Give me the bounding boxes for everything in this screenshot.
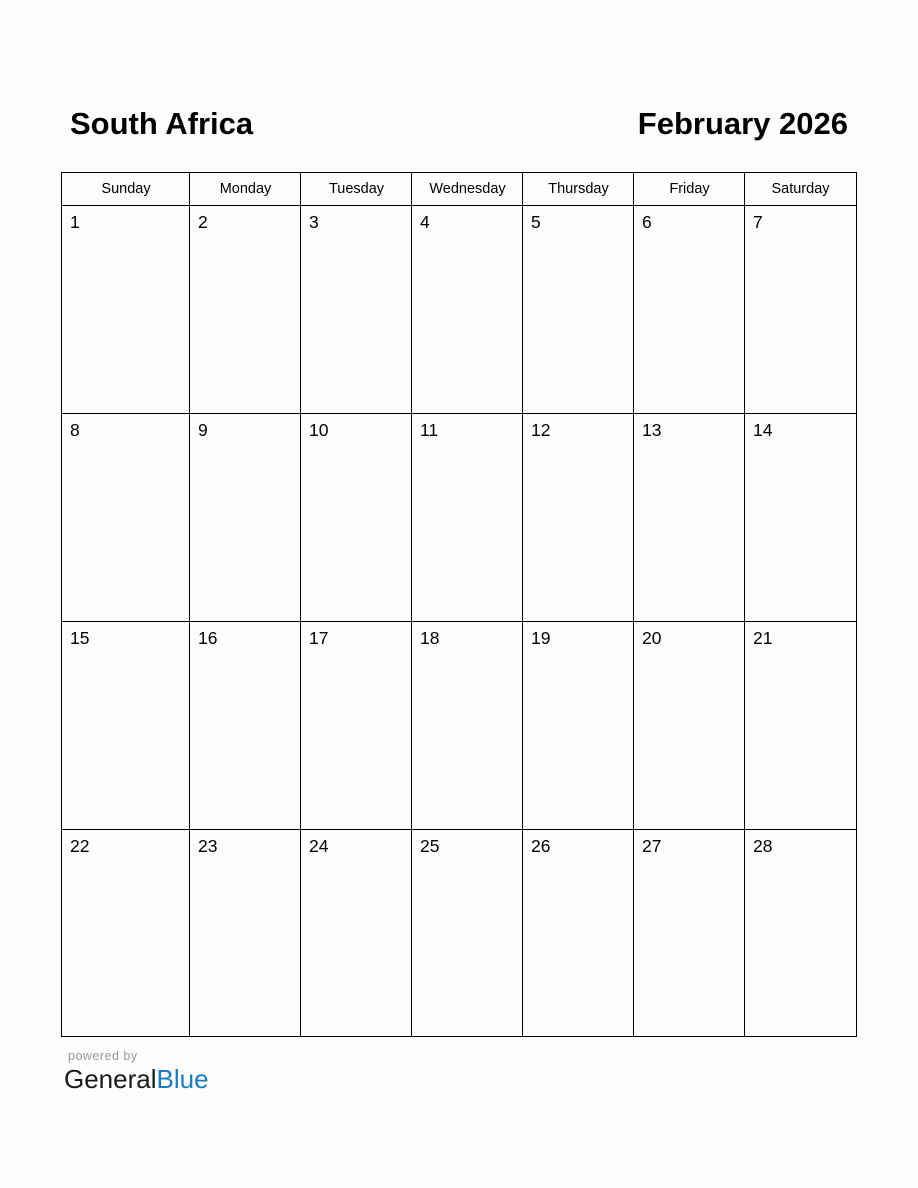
weekday-header-tuesday: Tuesday: [328, 181, 385, 197]
date-number: 2: [198, 212, 208, 232]
day-cell[interactable]: [745, 830, 856, 1036]
date-number: 12: [531, 420, 551, 440]
logo-text-general: General: [64, 1064, 157, 1094]
day-cell[interactable]: [523, 622, 634, 829]
day-cell[interactable]: [190, 206, 301, 413]
weekday-header-sunday: Sunday: [101, 181, 151, 197]
day-cell[interactable]: [62, 206, 190, 413]
day-cell[interactable]: [301, 414, 412, 621]
day-cell[interactable]: [412, 206, 523, 413]
date-number: 24: [309, 836, 329, 856]
date-number: 1: [70, 212, 80, 232]
date-number: 8: [70, 420, 80, 440]
date-number: 6: [642, 212, 652, 232]
logo-text-blue: Blue: [156, 1064, 209, 1094]
date-number: 15: [70, 628, 90, 648]
date-number: 20: [642, 628, 662, 648]
generalblue-logo[interactable]: [64, 1064, 209, 1094]
date-number: 23: [198, 836, 218, 856]
date-number: 9: [198, 420, 208, 440]
date-number: 27: [642, 836, 662, 856]
date-number: 17: [309, 628, 329, 648]
day-cell[interactable]: [62, 622, 190, 829]
calendar-title-month: February 2026: [637, 106, 848, 141]
weekday-header-friday: Friday: [669, 181, 710, 197]
day-cell[interactable]: [634, 206, 745, 413]
week-row-3: [62, 621, 856, 829]
day-cell[interactable]: [412, 622, 523, 829]
day-cell[interactable]: [62, 830, 190, 1036]
date-number: 5: [531, 212, 541, 232]
day-cell[interactable]: [301, 830, 412, 1036]
week-row-4: [62, 829, 856, 1036]
day-cell[interactable]: [523, 830, 634, 1036]
date-number: 25: [420, 836, 440, 856]
generalblue-footer: [64, 1048, 209, 1094]
day-cell[interactable]: [301, 206, 412, 413]
week-row-2: [62, 413, 856, 621]
day-cell[interactable]: [301, 622, 412, 829]
day-cell[interactable]: [634, 622, 745, 829]
day-cell[interactable]: [190, 622, 301, 829]
date-number: 13: [642, 420, 662, 440]
day-cell[interactable]: [523, 206, 634, 413]
day-cell[interactable]: [412, 830, 523, 1036]
date-number: 19: [531, 628, 551, 648]
date-number: 14: [753, 420, 773, 440]
date-number: 7: [753, 212, 763, 232]
weekday-header-thursday: Thursday: [548, 181, 609, 197]
day-cell[interactable]: [62, 414, 190, 621]
date-number: 21: [753, 628, 773, 648]
date-number: 26: [531, 836, 551, 856]
calendar-grid: [61, 172, 857, 1037]
date-number: 16: [198, 628, 218, 648]
day-cell[interactable]: [745, 206, 856, 413]
date-number: 3: [309, 212, 319, 232]
weekday-header-saturday: Saturday: [771, 181, 830, 197]
weekday-header-row: [62, 173, 856, 206]
date-number: 18: [420, 628, 440, 648]
day-cell[interactable]: [523, 414, 634, 621]
calendar-title-country: South Africa: [70, 106, 254, 141]
date-number: 11: [420, 420, 439, 440]
weekday-header-monday: Monday: [219, 181, 272, 197]
day-cell[interactable]: [190, 830, 301, 1036]
day-cell[interactable]: [634, 830, 745, 1036]
day-cell[interactable]: [745, 414, 856, 621]
day-cell[interactable]: [190, 414, 301, 621]
day-cell[interactable]: [412, 414, 523, 621]
date-number: 22: [70, 836, 90, 856]
powered-by-label: powered by: [68, 1049, 138, 1063]
date-number: 10: [309, 420, 329, 440]
week-row-1: [62, 206, 856, 413]
date-number: 4: [420, 212, 430, 232]
date-number: 28: [753, 836, 773, 856]
day-cell[interactable]: [634, 414, 745, 621]
day-cell[interactable]: [745, 622, 856, 829]
weekday-header-wednesday: Wednesday: [429, 181, 506, 197]
